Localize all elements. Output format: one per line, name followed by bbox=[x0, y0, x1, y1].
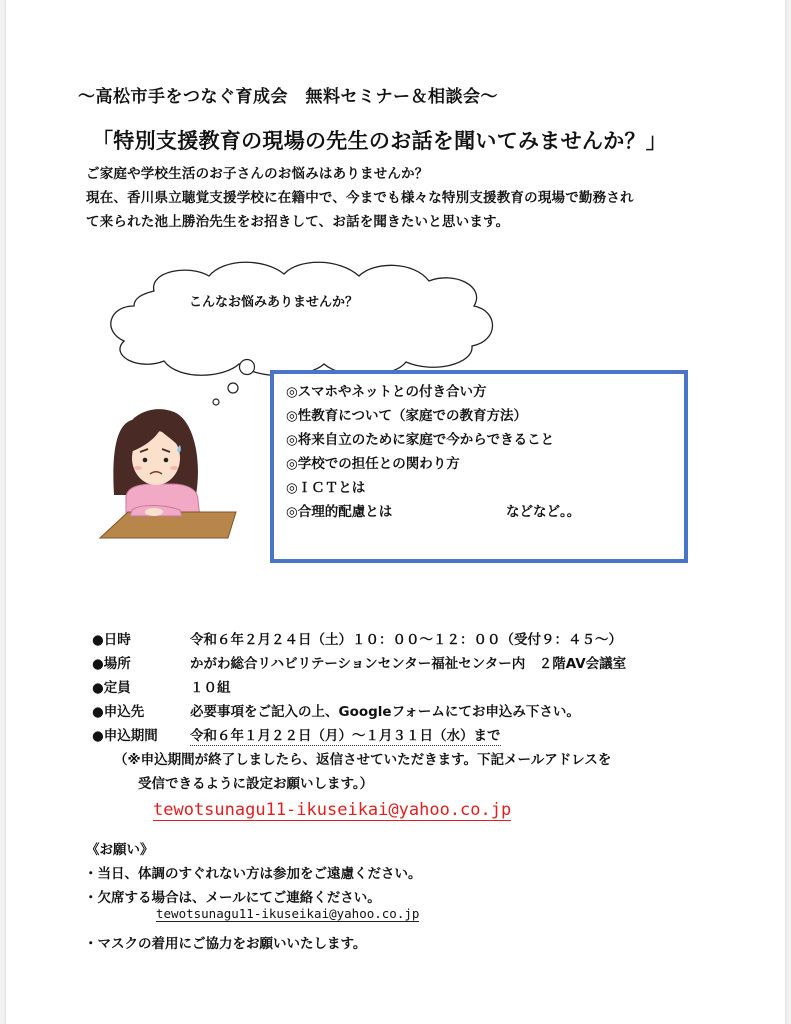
capacity-label: ●定員 bbox=[92, 680, 131, 696]
datetime-label: ●日時 bbox=[92, 632, 131, 648]
intro-line-1: ご家庭や学校生活のお子さんのお悩みはありませんか？ bbox=[86, 166, 429, 182]
requests-heading: 《お願い》 bbox=[86, 842, 154, 858]
worried-person-illustration bbox=[84, 400, 244, 545]
request-item-2: ・欠席する場合は、メールにてご連絡ください。 bbox=[84, 890, 381, 906]
capacity-value: １０組 bbox=[190, 680, 231, 696]
topic-item: ◎合理的配慮とは bbox=[286, 504, 393, 520]
event-subtitle: ～高松市手をつなぐ育成会 無料セミナー＆相談会～ bbox=[78, 87, 498, 107]
topic-item: ◎性教育について（家庭での教育方法） bbox=[286, 408, 528, 424]
topic-item: ◎将来自立のために家庭で今からできること bbox=[286, 432, 555, 448]
intro-line-2: 現在、香川県立聴覚支援学校に在籍中で、今までも様々な特別支援教育の現場で勤務され bbox=[86, 190, 634, 206]
place-label: ●場所 bbox=[92, 656, 131, 672]
topic-item: ◎スマホやネットとの付き合い方 bbox=[286, 384, 487, 400]
request-email-text[interactable]: tewotsunagu11-ikuseikai@yahoo.co.jp bbox=[156, 906, 420, 921]
apply-value: 必要事項をご記入の上、Googleフォームにてお申込み下さい。 bbox=[190, 704, 580, 720]
period-value-text: 令和６年１月２２日（月）～１月３１日（水）まで bbox=[190, 728, 501, 744]
flyer-page bbox=[6, 0, 785, 1024]
intro-line-3: て来られた池上勝治先生をお招きして、お話を聞きたいと思います。 bbox=[86, 214, 510, 230]
topics-box bbox=[270, 370, 688, 563]
topic-item: ◎学校での担任との関わり方 bbox=[286, 456, 460, 472]
request-item-1: ・当日、体調のすぐれない方は参加をご遠慮ください。 bbox=[84, 866, 422, 882]
thought-bubble-text: こんなお悩みありませんか？ bbox=[189, 295, 359, 310]
datetime-value: 令和６年２月２４日（土）１０：００～１２：００（受付９：４５～） bbox=[190, 632, 622, 648]
contact-email-link[interactable] bbox=[153, 800, 511, 820]
event-title: 「特別支援教育の現場の先生のお話を聞いてみませんか？」 bbox=[92, 129, 668, 153]
apply-label: ●申込先 bbox=[92, 704, 145, 720]
note-line-2: 受信できるように設定お願いします。） bbox=[138, 776, 374, 792]
place-value: かがわ総合リハビリテーションセンター福祉センター内 ２階AV会議室 bbox=[190, 656, 627, 672]
period-label: ●申込期間 bbox=[92, 728, 158, 744]
contact-email-text[interactable]: tewotsunagu11-ikuseikai@yahoo.co.jp bbox=[153, 800, 512, 820]
topic-item: ◎ＩＣＴとは bbox=[286, 480, 366, 496]
note-line-1: （※申込期間が終了しましたら、返信させていただきます。下記メールアドレスを bbox=[114, 752, 612, 768]
period-value bbox=[190, 724, 501, 744]
request-item-3: ・マスクの着用にご協力をお願いいたします。 bbox=[84, 936, 367, 952]
request-email-link[interactable] bbox=[156, 906, 419, 921]
topic-suffix: などなど。。 bbox=[506, 504, 581, 520]
